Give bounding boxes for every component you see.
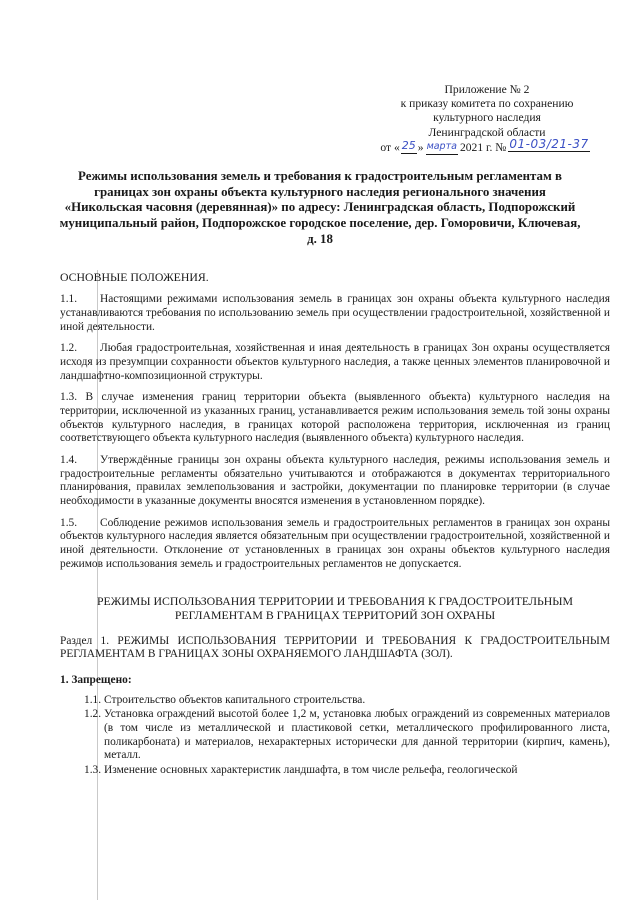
handwritten-day: 25 [401, 139, 417, 154]
appendix-line-3: культурного наследия [433, 111, 541, 125]
appendix-line-1: Приложение № 2 [444, 83, 530, 96]
appendix-block [372, 83, 602, 157]
appendix-line-4: Ленинградской области [428, 125, 546, 139]
appendix-line-2: к приказу комитета по сохранению [400, 97, 574, 111]
document-body [60, 270, 610, 779]
order-prefix: от « [380, 140, 400, 154]
paragraph-1-3: 1.3. В случае изменения границ территории объекта (выявленного объекта) культурного наследия на территории, исключенной из указанных границ, устанавливается режим использования земель той зоны охраны объектов культурного наследия, в границах которой расположена территория, исключенная из границ соответствующего объекта культурного наследия (выявленного объекта) культурного наследия. [60, 391, 610, 445]
prohibited-label: 1. Запрещено: [60, 673, 132, 686]
order-year: 2021 г. № [459, 140, 507, 154]
paragraph-1-5: 1.5. Соблюдение режимов использования земель и градостроительных регламентов в границах зон охраны объектов культурного наследия является обязательным при осуществлении градостроительной, хозяйственной и иной деятельности. Отклонение от установленных в границах зон охраны объектов культурного наследия режимов использования земель и градостроительных регламентов не допускается. [60, 516, 610, 570]
paragraph-1-2: 1.2. Любая градостроительная, хозяйственная и иная деятельность в границах Зон охраны осуществляется исходя из презумпции сохранности объектов культурного наследия, а также ценных элементов планировочной и ландшафтно-композиционной структуры. [60, 342, 610, 382]
section-heading-basic: ОСНОВНЫЕ ПОЛОЖЕНИЯ. [60, 270, 209, 284]
document-title: Режимы использования земель и требования к градостроительным регламентам в границах зон охраны объекта культурного наследия регионального значения «Никольская часовня (деревянная)» по адресу: Ленинградская область, Подпорожский муниципальный район, Подпорожское городское поселение, дер. Гоморовичи, Ключевая, д. 18 [59, 169, 581, 246]
handwritten-month: марта [426, 140, 458, 155]
razdel-1-heading: Раздел 1. РЕЖИМЫ ИСПОЛЬЗОВАНИЯ ТЕРРИТОРИИ И ТРЕБОВАНИЯ К ГРАДОСТРОИТЕЛЬНЫМ РЕГЛАМЕНТАМ В ГРАНИЦАХ ЗОНЫ ОХРАНЯЕМОГО ЛАНДШАФТА (ЗОЛ). [60, 634, 610, 661]
list-item: 1.3. Изменение основных характеристик ландшафта, в том числе рельефа, геологической [84, 764, 518, 777]
paragraph-1-4: 1.4. Утверждённые границы зон охраны объекта культурного наследия, режимы использования земель и градостроительные регламенты обязательно учитываются и отображаются в документах территориального планирования, правилах землепользования и застройки, документации по планировке территории (в случае необходимости в указанные документы вносятся изменения в установленном порядке). [60, 454, 610, 508]
order-mid: » [417, 140, 424, 154]
order-date-line [368, 136, 602, 157]
list-item: 1.1. Строительство объектов капитального строительства. [84, 693, 366, 706]
handwritten-order-number: 01-03/21-37 [509, 136, 589, 151]
paragraph-1-1: 1.1. Настоящими режимами использования земель в границах зон охраны объекта культурного наследия устанавливаются требования по использованию земель при осуществлении градостроительной, хозяйственной и иной деятельности. [60, 293, 610, 333]
section-heading-regimes: РЕЖИМЫ ИСПОЛЬЗОВАНИЯ ТЕРРИТОРИИ И ТРЕБОВАНИЯ К ГРАДОСТРОИТЕЛЬНЫМ РЕГЛАМЕНТАМ В ГРАНИЦАХ ТЕРРИТОРИЙ ЗОН ОХРАНЫ [96, 593, 574, 623]
prohibited-list [60, 694, 610, 778]
list-item: 1.2. Установка ограждений высотой более 1,2 м, установка любых ограждений из современных материалов (в том числе из металлической и пластиковой сетки, металлического профилированного листа, поликарбоната) и материалов, нехарактерных исторически для данной территории (кирпич, камень), металл. [84, 708, 610, 762]
